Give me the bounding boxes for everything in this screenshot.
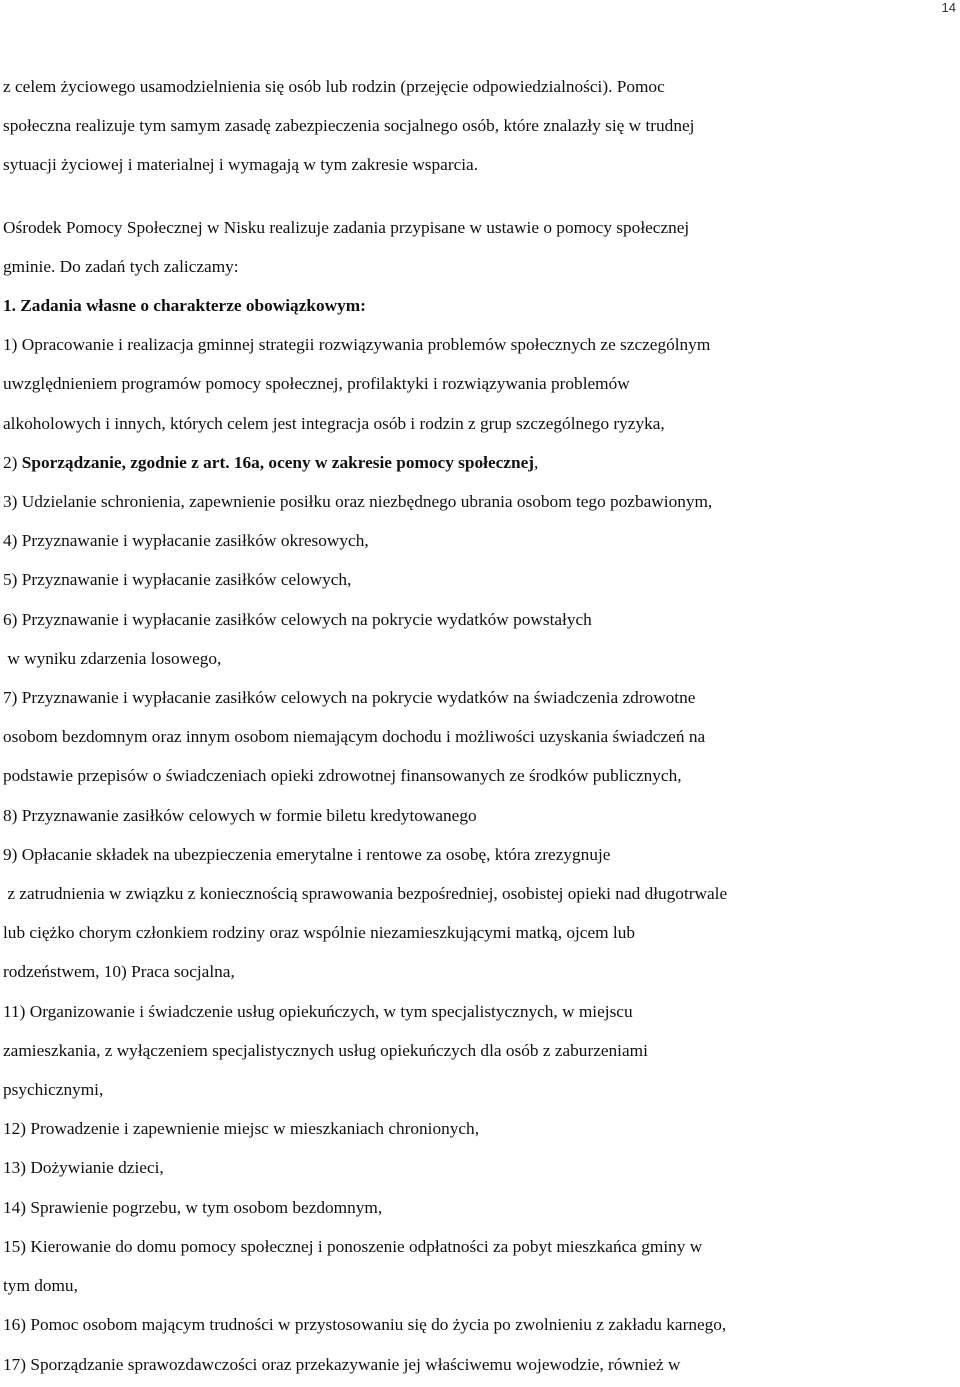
list-line: 14) Sprawienie pogrzebu, w tym osobom bezdomnym,	[3, 1197, 383, 1217]
intro-line: z celem życiowego usamodzielnienia się osób lub rodzin (przejęcie odpowiedzialności). Pomoc	[3, 77, 665, 96]
intro-line: społeczna realizuje tym samym zasadę zabezpieczenia socjalnego osób, które znalazły się w trudnej	[3, 116, 695, 136]
list-line: 16) Pomoc osobom mającym trudności w przystosowaniu się do życia po zwolnieniu z zakładu karnego,	[3, 1315, 727, 1335]
list-line: 11) Organizowanie i świadczenie usług opiekuńczych, w tym specjalistycznych, w miejscu	[3, 1001, 633, 1021]
page-number: 14	[941, 0, 956, 15]
list-prefix: 2)	[3, 452, 22, 472]
section-heading: 1. Zadania własne o charakterze obowiązkowym:	[3, 296, 366, 316]
list-line: 9) Opłacanie składek na ubezpieczenia emerytalne i rentowe za osobę, która zrezygnuje	[3, 844, 611, 864]
document-body	[3, 67, 958, 1384]
list-line: 15) Kierowanie do domu pomocy społecznej i ponoszenie odpłatności za pobyt mieszkańca gminy w	[3, 1236, 703, 1256]
list-line: 17) Sporządzanie sprawozdawczości oraz przekazywanie jej właściwemu wojewodzie, również w	[3, 1354, 681, 1374]
list-line: z zatrudnienia w związku z koniecznością sprawowania bezpośredniej, osobistej opieki nad długotrwale	[3, 884, 728, 904]
paragraph-line: gminie. Do zadań tych zaliczamy:	[3, 256, 239, 276]
list-line: 4) Przyznawanie i wypłacanie zasiłków okresowych,	[3, 531, 369, 551]
list-line: 1) Opracowanie i realizacja gminnej strategii rozwiązywania problemów społecznych ze szczególnym	[3, 335, 711, 355]
list-line: 6) Przyznawanie i wypłacanie zasiłków celowych na pokrycie wydatków powstałych	[3, 609, 592, 629]
list-line: alkoholowych i innych, których celem jest integracja osób i rodzin z grup szczególnego ryzyka,	[3, 413, 665, 433]
list-line: w wyniku zdarzenia losowego,	[3, 648, 222, 668]
list-line: osobom bezdomnym oraz innym osobom niemającym dochodu i możliwości uzyskania świadczeń na	[3, 727, 706, 747]
list-suffix: ,	[534, 452, 539, 472]
paragraph-line: Ośrodek Pomocy Społecznej w Nisku realizuje zadania przypisane w ustawie o pomocy społecznej	[3, 217, 690, 237]
list-line: lub ciężko chorym członkiem rodziny oraz wspólnie niezamieszkującymi matką, ojcem lub	[3, 923, 635, 943]
bold-item-text: Sporządzanie, zgodnie z art. 16a, oceny w zakresie pomocy społecznej	[21, 452, 534, 472]
list-line: tym domu,	[3, 1276, 78, 1296]
list-line	[3, 443, 958, 482]
paragraph-gap	[3, 185, 958, 208]
list-line: 5) Przyznawanie i wypłacanie zasiłków celowych,	[3, 570, 352, 590]
list-line: psychicznymi,	[3, 1080, 104, 1100]
list-line: 12) Prowadzenie i zapewnienie miejsc w mieszkaniach chronionych,	[3, 1119, 480, 1139]
list-line: 13) Dożywianie dzieci,	[3, 1158, 164, 1178]
list-line: rodzeństwem, 10) Praca socjalna,	[3, 962, 235, 982]
intro-line: sytuacji życiowej i materialnej i wymagają w tym zakresie wsparcia.	[3, 155, 479, 175]
list-line: zamieszkania, z wyłączeniem specjalistycznych usług opiekuńczych dla osób z zaburzeniami	[3, 1040, 648, 1060]
list-line: 3) Udzielanie schronienia, zapewnienie posiłku oraz niezbędnego ubrania osobom tego pozbawionym,	[3, 492, 713, 512]
list-line: podstawie przepisów o świadczeniach opieki zdrowotnej finansowanych ze środków publicznych,	[3, 766, 682, 786]
list-line: 8) Przyznawanie zasiłków celowych w formie biletu kredytowanego	[3, 805, 477, 825]
list-line: uwzględnieniem programów pomocy społecznej, profilaktyki i rozwiązywania problemów	[3, 374, 630, 394]
list-line: 7) Przyznawanie i wypłacanie zasiłków celowych na pokrycie wydatków na świadczenia zdrowotne	[3, 688, 696, 708]
